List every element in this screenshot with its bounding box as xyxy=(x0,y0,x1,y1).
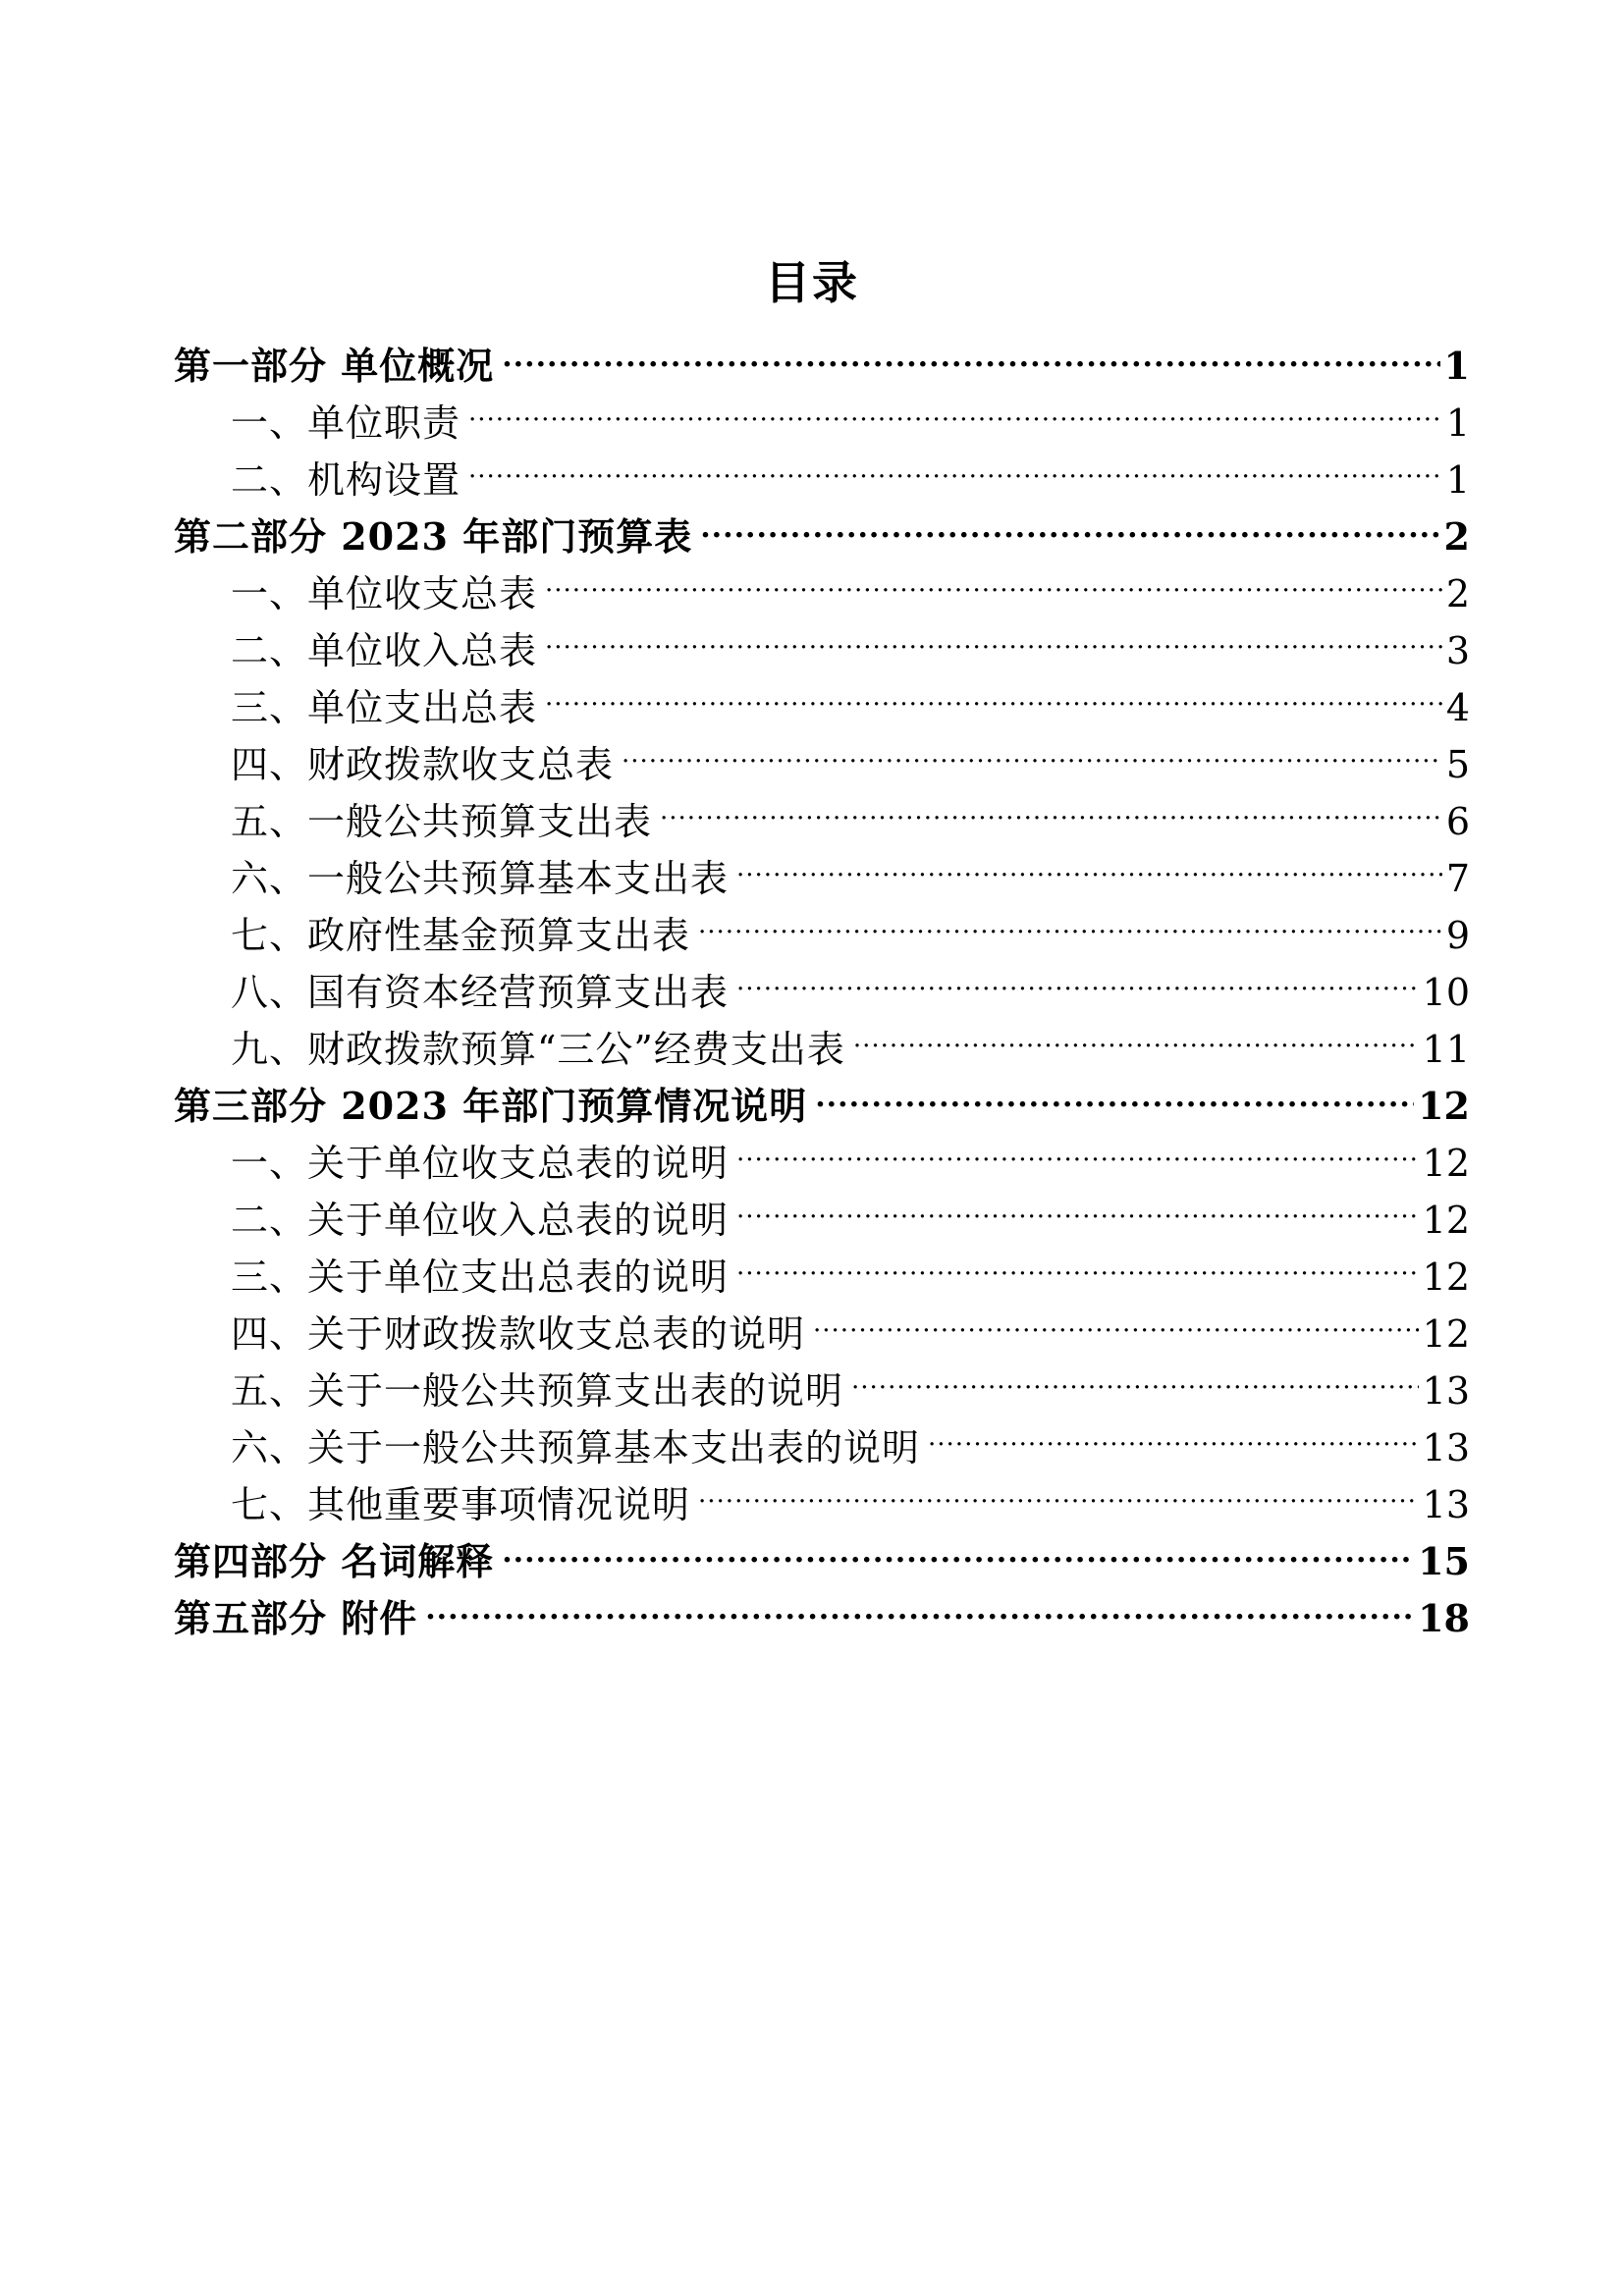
toc-leader-dots xyxy=(622,721,1442,777)
toc-entry-label: 九、财政拨款预算“三公”经费支出表 xyxy=(231,1028,845,1071)
toc-entry-label: 八、国有资本经营预算支出表 xyxy=(231,971,730,1014)
toc-leader-dots xyxy=(736,1233,1419,1290)
toc-title: 目录 xyxy=(765,256,859,309)
toc-leader-dots xyxy=(736,948,1419,1005)
toc-leader-dots xyxy=(545,607,1442,664)
toc-entry-page-number: 4 xyxy=(1445,686,1470,729)
toc-leader-dots xyxy=(660,777,1442,834)
toc-entry-page-number: 12 xyxy=(1422,1199,1470,1242)
toc-entry-1[interactable] xyxy=(174,322,1470,388)
toc-leader-dots xyxy=(468,379,1442,436)
toc-entry-label: 第五部分 附件 xyxy=(174,1596,418,1640)
toc-entry-page-number: 2 xyxy=(1445,572,1470,615)
toc-entry-label: 第一部分 单位概况 xyxy=(174,344,495,388)
toc-entry-label: 二、关于单位收入总表的说明 xyxy=(231,1199,730,1242)
toc-leader-dots xyxy=(468,436,1442,493)
toc-entry-page-number: 11 xyxy=(1422,1028,1470,1071)
toc-leader-dots xyxy=(813,1290,1419,1347)
toc-entry-label: 五、一般公共预算支出表 xyxy=(231,800,653,843)
toc-leader-dots xyxy=(853,1005,1419,1062)
toc-entry-page-number: 13 xyxy=(1422,1369,1470,1413)
toc-entry-page-number: 1 xyxy=(1443,344,1470,388)
toc-entry-label: 二、单位收入总表 xyxy=(231,629,538,672)
toc-entry-page-number: 13 xyxy=(1422,1426,1470,1469)
toc-entry-label: 一、单位收支总表 xyxy=(231,572,538,615)
toc-leader-dots xyxy=(736,1176,1419,1233)
toc-entry-label: 一、单位职责 xyxy=(231,401,461,445)
toc-leader-dots xyxy=(545,664,1442,721)
toc-entry-label: 四、财政拨款收支总表 xyxy=(231,743,615,786)
toc-entry-page-number: 9 xyxy=(1445,914,1470,957)
toc-entry-label: 三、单位支出总表 xyxy=(231,686,538,729)
toc-leader-dots xyxy=(928,1404,1419,1461)
toc-entry-label: 三、关于单位支出总表的说明 xyxy=(231,1255,730,1299)
toc-entry-page-number: 6 xyxy=(1445,800,1470,843)
toc-entry-label: 四、关于财政拨款收支总表的说明 xyxy=(231,1312,806,1356)
toc-entry-label: 第三部分 2023 年部门预算情况说明 xyxy=(174,1084,808,1128)
toc-entry-label: 六、一般公共预算基本支出表 xyxy=(231,857,730,900)
toc-entry-page-number: 12 xyxy=(1422,1142,1470,1185)
toc-entry-label: 一、关于单位收支总表的说明 xyxy=(231,1142,730,1185)
toc-entry-page-number: 5 xyxy=(1445,743,1470,786)
toc-entry-page-number: 18 xyxy=(1418,1596,1470,1640)
toc-entry-page-number: 10 xyxy=(1422,971,1470,1014)
toc-list xyxy=(174,322,1470,1640)
toc-leader-dots xyxy=(698,891,1442,948)
toc-entry-page-number: 2 xyxy=(1443,514,1470,559)
toc-entry-page-number: 15 xyxy=(1418,1539,1470,1583)
toc-leader-dots xyxy=(700,493,1439,550)
toc-entry-label: 五、关于一般公共预算支出表的说明 xyxy=(231,1369,844,1413)
toc-entry-page-number: 12 xyxy=(1422,1312,1470,1356)
toc-entry-label: 第二部分 2023 年部门预算表 xyxy=(174,514,693,559)
toc-entry-label: 第四部分 名词解释 xyxy=(174,1539,495,1583)
toc-entry-label: 二、机构设置 xyxy=(231,458,461,502)
toc-leader-dots xyxy=(698,1461,1419,1518)
toc-leader-dots xyxy=(545,550,1442,607)
toc-entry-page-number: 1 xyxy=(1445,401,1470,445)
toc-entry-label: 七、其他重要事项情况说明 xyxy=(231,1483,691,1526)
toc-entry-label: 六、关于一般公共预算基本支出表的说明 xyxy=(231,1426,921,1469)
toc-leader-dots xyxy=(425,1575,1414,1631)
toc-entry-page-number: 1 xyxy=(1445,458,1470,502)
toc-entry-page-number: 12 xyxy=(1422,1255,1470,1299)
toc-entry-page-number: 12 xyxy=(1418,1084,1470,1128)
toc-entry-page-number: 13 xyxy=(1422,1483,1470,1526)
toc-leader-dots xyxy=(851,1347,1419,1404)
toc-entry-page-number: 3 xyxy=(1445,629,1470,672)
toc-leader-dots xyxy=(502,322,1439,379)
toc-entry-label: 七、政府性基金预算支出表 xyxy=(231,914,691,957)
toc-leader-dots xyxy=(736,1119,1419,1176)
toc-leader-dots xyxy=(502,1518,1414,1575)
toc-leader-dots xyxy=(815,1062,1414,1119)
toc-leader-dots xyxy=(736,834,1442,891)
toc-entry-page-number: 7 xyxy=(1445,857,1470,900)
